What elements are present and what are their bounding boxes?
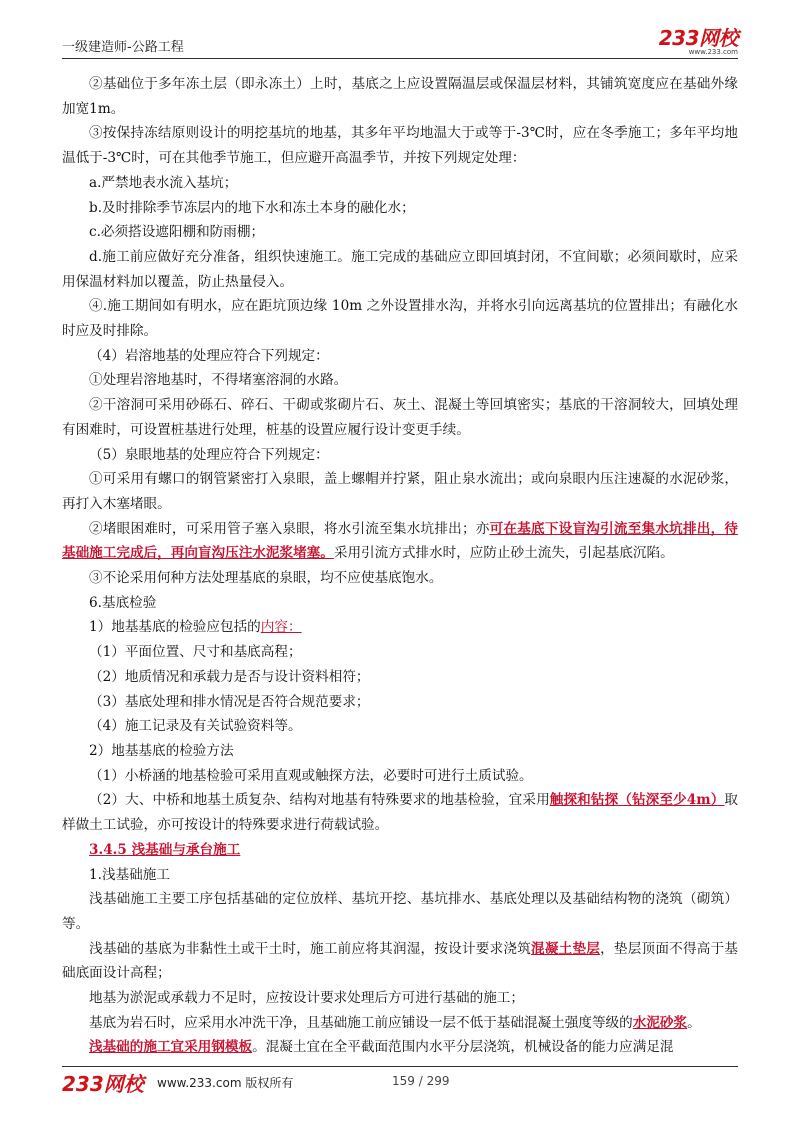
- paragraph: [62, 517, 738, 566]
- paragraph: [62, 764, 738, 789]
- text-run: （3）基底处理和排水情况是否符合规范要求；: [89, 693, 370, 710]
- text-run: ④.施工期间如有明水，应在距坑顶边缘 10m 之外设置排水沟，并将水引向远离基坑的位置排出；有融化水时应及时排除。: [62, 298, 738, 340]
- paragraph: [62, 887, 738, 936]
- text-run: a.严禁地表水流入基坑；: [89, 174, 238, 191]
- text-run: ③按保持冻结原则设计的明挖基坑的地基，其多年平均地温大于或等于-3℃时，应在冬季施工；多年平均地温低于-3℃时，可在其他季节施工，但应避开高温季节，并按下列规定处理：: [62, 125, 738, 167]
- text-run: ，垫层顶面不得高于基础底面设计高程；: [62, 940, 739, 982]
- text-run: 6.基底检验: [89, 594, 157, 611]
- text-run: c.必须搭设遮阳棚和防雨棚；: [89, 224, 265, 241]
- text-run: 基底为岩石时，应采用水冲洗干净，且基础施工前应铺设一层不低于基础混凝土强度等级的: [89, 1014, 633, 1031]
- text-run: 1.浅基础施工: [89, 866, 170, 883]
- text-run: d.施工前应做好充分准备，组织快速施工。施工完成的基础应立即回填封闭，不宜间歇；必须间歇时，应采用保温材料加以覆盖，防止热量侵入。: [62, 248, 738, 290]
- footer-logo: 233网校: [62, 1072, 144, 1096]
- highlighted-text: 水泥砂浆: [632, 1014, 688, 1031]
- text-run: （4）岩溶地基的处理应符合下列规定：: [89, 347, 329, 364]
- paragraph: [62, 294, 738, 343]
- paragraph: [62, 739, 738, 764]
- text-run: 浅基础的基底为非黏性土或干土时，施工前应将其润湿，按设计要求浇筑: [89, 940, 532, 957]
- paragraph: [62, 615, 738, 640]
- paragraph: [62, 863, 738, 888]
- paragraph: [62, 467, 738, 516]
- text-run: 。混凝土宜在全平截面范围内水平分层浇筑，机械设备的能力应满足混: [252, 1039, 674, 1056]
- paragraph: [62, 640, 738, 665]
- paragraph: [62, 196, 738, 221]
- paragraph: [62, 690, 738, 715]
- text-run: （5）泉眼地基的处理应符合下列规定：: [89, 446, 329, 463]
- text-run: 2）地基基底的检验方法: [89, 742, 234, 759]
- text-run: 地基为淤泥或承载力不足时，应按设计要求处理后方可进行基础的施工；: [89, 990, 524, 1007]
- text-run: ②干溶洞可采用砂砾石、碎石、干砌或浆砌片石、灰土、混凝土等回填密实；基底的干溶洞较大，回填处理有困难时，可设置桩基进行处理，桩基的设置应履行设计变更手续。: [62, 397, 738, 438]
- highlighted-text: 可在基底下设盲沟引流至集水坑排出，待基础施工完成后，再向盲沟压注水泥浆堵塞。: [62, 520, 739, 562]
- paragraph: [62, 986, 738, 1011]
- text-run: （4）施工记录及有关试验资料等。: [89, 718, 302, 735]
- text-run: （2）地质情况和承载力是否与设计资料相符；: [89, 668, 370, 685]
- page-number: 159 / 299: [392, 1074, 450, 1088]
- text-run: ①处理岩溶地基时，不得堵塞溶洞的水路。: [89, 372, 348, 389]
- highlighted-text: 钢模板: [211, 1039, 253, 1056]
- paragraph: [62, 220, 738, 245]
- text-run: 取样做土工试验，亦可按设计的特殊要求进行荷载试验。: [62, 792, 738, 834]
- text-run: （1）平面位置、尺寸和基底高程；: [89, 644, 302, 661]
- header-title: 一级建造师-公路工程: [62, 40, 184, 55]
- text-run: b.及时排除季节冻层内的地下水和冻土本身的融化水；: [89, 199, 415, 216]
- text-run: ③不论采用何种方法处理基底的泉眼，均不应使基底饱水。: [89, 570, 443, 587]
- paragraph: [62, 665, 738, 690]
- paragraph: [62, 591, 738, 616]
- text-run: 。: [687, 1014, 701, 1031]
- paragraph: [62, 72, 738, 121]
- paragraph: [62, 566, 738, 591]
- text-run: ②基础位于多年冻土层（即永冻土）上时，基底之上应设置隔温层或保温层材料，其铺筑宽度应在基础外缘加宽1m。: [62, 76, 738, 117]
- paragraph: [62, 788, 738, 837]
- logo-text: 233网校: [658, 26, 738, 50]
- text-run: 浅基础施工主要工序包括基础的定位放样、基坑开挖、基坑排水、基底处理以及基础结构物的浇筑（砌筑）等。: [62, 891, 738, 932]
- paragraph: [62, 121, 738, 170]
- paragraph: [62, 1035, 738, 1060]
- paragraph: [62, 368, 738, 393]
- paragraph: [62, 171, 738, 196]
- page-header: [62, 26, 738, 59]
- paragraph: [62, 838, 738, 863]
- paragraph: [62, 443, 738, 468]
- logo-url: www.233.com: [688, 48, 738, 56]
- highlighted-text: 触探和钻探（钻深至少4m）: [549, 792, 725, 809]
- page-footer: [62, 1066, 738, 1096]
- paragraph: [62, 344, 738, 369]
- text-run: ②堵眼困难时，可采用管子塞入泉眼，将水引流至集水坑排出；亦: [89, 520, 490, 537]
- footer-copyright: www.233.com 版权所有: [157, 1076, 294, 1090]
- text-run: （2）大、中桥和地基土质复杂、结构对地基有特殊要求的地基检验，宜采用: [89, 792, 550, 809]
- highlighted-text: 混凝土垫层: [531, 940, 601, 957]
- document-body: [62, 72, 738, 1060]
- highlighted-text: 内容：: [260, 619, 302, 636]
- text-run: 采用引流方式排水时，应防止砂土流失，引起基底沉陷。: [333, 545, 674, 562]
- text-run: 1）地基基底的检验应包括的: [89, 619, 261, 636]
- paragraph: [62, 1011, 738, 1036]
- paragraph: [62, 245, 738, 294]
- paragraph: [62, 937, 738, 986]
- text-run: ①可采用有螺口的钢管紧密打入泉眼，盖上螺帽并拧紧，阻止泉水流出；或向泉眼内压注速凝的水泥砂浆，再打入木塞堵眼。: [62, 471, 738, 512]
- highlighted-text: 3.4.5 浅基础与承台施工: [89, 841, 241, 858]
- text-run: （1）小桥涵的地基检验可采用直观或触探方法，必要时可进行土质试验。: [89, 767, 533, 784]
- paragraph: [62, 714, 738, 739]
- brand-logo: [659, 22, 738, 56]
- highlighted-text: 浅基础的施工宜采用: [89, 1039, 212, 1056]
- paragraph: [62, 393, 738, 442]
